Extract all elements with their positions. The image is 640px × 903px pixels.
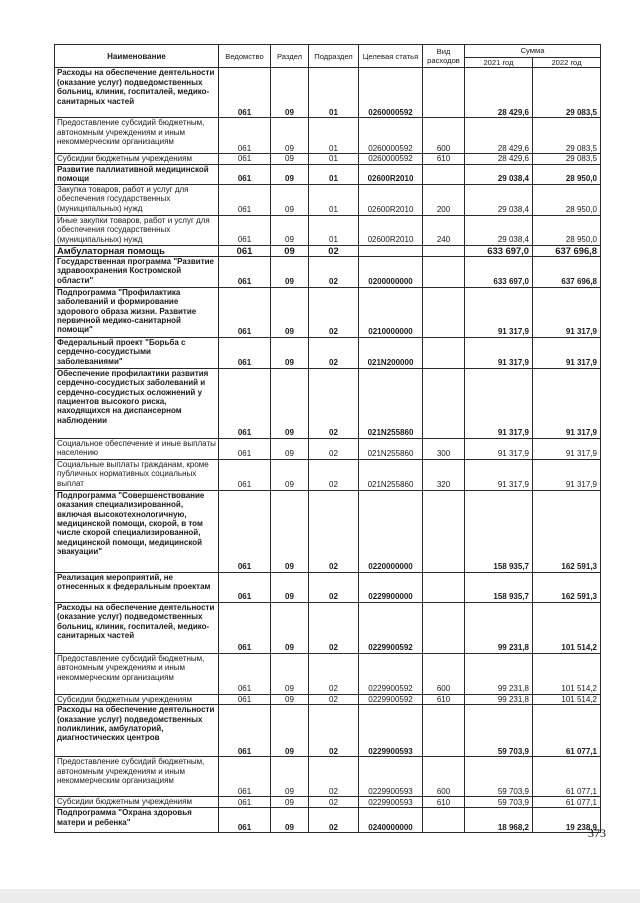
- vedomstvo-cell: 061: [219, 653, 271, 694]
- expense-type-cell: [423, 287, 465, 337]
- vedomstvo-cell: 061: [219, 602, 271, 653]
- sum-2021-cell: 99 231,8: [465, 694, 533, 704]
- row-name: Субсидии бюджетным учреждениям: [55, 694, 219, 704]
- sum-2021-cell: 29 038,4: [465, 164, 533, 184]
- razdel-cell: 09: [271, 164, 309, 184]
- sum-2022-cell: 162 591,3: [533, 572, 601, 602]
- podrazdel-cell: 02: [309, 245, 359, 256]
- target-article-cell: 02600R2010: [359, 215, 423, 245]
- row-name: Субсидии бюджетным учреждениям: [55, 797, 219, 808]
- expense-type-cell: [423, 245, 465, 256]
- vedomstvo-cell: 061: [219, 164, 271, 184]
- header-year-2021: 2021 год: [465, 58, 533, 68]
- vedomstvo-cell: 061: [219, 368, 271, 438]
- razdel-cell: 09: [271, 694, 309, 704]
- row-name: Предоставление субсидий бюджетным, автономным учреждениям и иным некоммерческим организациям: [55, 653, 219, 694]
- sum-2021-cell: 633 697,0: [465, 256, 533, 287]
- vedomstvo-cell: 061: [219, 154, 271, 164]
- row-name: Предоставление субсидий бюджетным, автономным учреждениям и иным некоммерческим организациям: [55, 757, 219, 797]
- row-name: Социальное обеспечение и иные выплаты населению: [55, 438, 219, 459]
- sum-2021-cell: 91 317,9: [465, 438, 533, 459]
- sum-2022-cell: 61 077,1: [533, 757, 601, 797]
- row-name: Иные закупки товаров, работ и услуг для обеспечения государственных (муниципальных) нужд: [55, 215, 219, 245]
- target-article-cell: 0229900592: [359, 602, 423, 653]
- vedomstvo-cell: 061: [219, 287, 271, 337]
- row-name: Развитие паллиативной медицинской помощи: [55, 164, 219, 184]
- expense-type-cell: [423, 705, 465, 757]
- sum-2022-cell: 101 514,2: [533, 694, 601, 704]
- row-name: Социальные выплаты гражданам, кроме публичных нормативных социальных выплат: [55, 459, 219, 490]
- table-row: [55, 438, 601, 459]
- expense-type-cell: 600: [423, 118, 465, 154]
- razdel-cell: 09: [271, 572, 309, 602]
- podrazdel-cell: 02: [309, 256, 359, 287]
- target-article-cell: 0220000000: [359, 490, 423, 572]
- table-row: [55, 68, 601, 118]
- sum-2022-cell: 29 083,5: [533, 154, 601, 164]
- table-row: [55, 653, 601, 694]
- podrazdel-cell: 02: [309, 287, 359, 337]
- table-row: [55, 490, 601, 572]
- row-name: Расходы на обеспечение деятельности (оказание услуг) подведомственных больниц, клиник, госпиталей, медико-санитарных частей: [55, 602, 219, 653]
- row-name: Предоставление субсидий бюджетным, автономным учреждениям и иным некоммерческим организациям: [55, 118, 219, 154]
- target-article-cell: 0260000592: [359, 118, 423, 154]
- razdel-cell: 09: [271, 368, 309, 438]
- podrazdel-cell: 02: [309, 459, 359, 490]
- podrazdel-cell: 02: [309, 602, 359, 653]
- sum-2021-cell: 99 231,8: [465, 602, 533, 653]
- sum-2022-cell: 29 083,5: [533, 68, 601, 118]
- row-name: Государственная программа "Развитие здравоохранения Костромской области": [55, 256, 219, 287]
- row-name: Субсидии бюджетным учреждениям: [55, 154, 219, 164]
- table-row: [55, 602, 601, 653]
- podrazdel-cell: 01: [309, 184, 359, 215]
- sum-2022-cell: 637 696,8: [533, 256, 601, 287]
- budget-table: [54, 44, 601, 833]
- podrazdel-cell: 01: [309, 154, 359, 164]
- vedomstvo-cell: 061: [219, 808, 271, 833]
- vedomstvo-cell: 061: [219, 757, 271, 797]
- sum-2021-cell: 29 038,4: [465, 215, 533, 245]
- scan-edge: [0, 889, 640, 903]
- table-row: [55, 256, 601, 287]
- row-name: Закупка товаров, работ и услуг для обеспечения государственных (муниципальных) нужд: [55, 184, 219, 215]
- razdel-cell: 09: [271, 337, 309, 368]
- expense-type-cell: 610: [423, 797, 465, 808]
- sum-2022-cell: 91 317,9: [533, 438, 601, 459]
- table-row: [55, 705, 601, 757]
- row-name: Федеральный проект "Борьба с сердечно-сосудистыми заболеваниями": [55, 337, 219, 368]
- razdel-cell: 09: [271, 705, 309, 757]
- target-article-cell: 021N200000: [359, 337, 423, 368]
- vedomstvo-cell: 061: [219, 490, 271, 572]
- razdel-cell: 09: [271, 154, 309, 164]
- sum-2022-cell: 91 317,9: [533, 459, 601, 490]
- razdel-cell: 09: [271, 757, 309, 797]
- razdel-cell: 09: [271, 184, 309, 215]
- sum-2021-cell: 91 317,9: [465, 287, 533, 337]
- table-row: [55, 154, 601, 164]
- row-name: Реализация мероприятий, не отнесенных к федеральным проектам: [55, 572, 219, 602]
- header-razdel: Раздел: [271, 45, 309, 68]
- expense-type-cell: 320: [423, 459, 465, 490]
- header-sum: Сумма: [465, 45, 601, 58]
- sum-2022-cell: 101 514,2: [533, 653, 601, 694]
- podrazdel-cell: 02: [309, 705, 359, 757]
- sum-2022-cell: 28 950,0: [533, 184, 601, 215]
- row-name: Обеспечение профилактики развития сердечно-сосудистых заболеваний и сердечно-сосудистых осложнений у пациентов высокого риска, находящихся на диспансерном наблюдении: [55, 368, 219, 438]
- expense-type-cell: [423, 602, 465, 653]
- sum-2022-cell: 91 317,9: [533, 337, 601, 368]
- expense-type-cell: [423, 808, 465, 833]
- expense-type-cell: [423, 572, 465, 602]
- podrazdel-cell: 01: [309, 215, 359, 245]
- podrazdel-cell: 02: [309, 694, 359, 704]
- expense-type-cell: 610: [423, 154, 465, 164]
- podrazdel-cell: 02: [309, 337, 359, 368]
- target-article-cell: 0210000000: [359, 287, 423, 337]
- table-row: [55, 215, 601, 245]
- sum-2021-cell: 633 697,0: [465, 245, 533, 256]
- target-article-cell: 021N255860: [359, 459, 423, 490]
- sum-2021-cell: 158 935,7: [465, 572, 533, 602]
- target-article-cell: 02600R2010: [359, 164, 423, 184]
- row-name: Расходы на обеспечение деятельности (оказание услуг) подведомственных поликлиник, амбулаторий, диагностических центров: [55, 705, 219, 757]
- sum-2022-cell: 162 591,3: [533, 490, 601, 572]
- table-row: [55, 118, 601, 154]
- target-article-cell: 0229900593: [359, 705, 423, 757]
- target-article-cell: 0229900592: [359, 653, 423, 694]
- razdel-cell: 09: [271, 245, 309, 256]
- target-article-cell: 0260000592: [359, 154, 423, 164]
- razdel-cell: 09: [271, 438, 309, 459]
- podrazdel-cell: 02: [309, 490, 359, 572]
- vedomstvo-cell: 061: [219, 118, 271, 154]
- table-row: [55, 337, 601, 368]
- page-number: 373: [588, 826, 606, 840]
- sum-2022-cell: 28 950,0: [533, 164, 601, 184]
- podrazdel-cell: 02: [309, 808, 359, 833]
- sum-2021-cell: 18 968,2: [465, 808, 533, 833]
- razdel-cell: 09: [271, 797, 309, 808]
- razdel-cell: 09: [271, 808, 309, 833]
- razdel-cell: 09: [271, 602, 309, 653]
- target-article-cell: 0240000000: [359, 808, 423, 833]
- vedomstvo-cell: 061: [219, 694, 271, 704]
- vedomstvo-cell: 061: [219, 337, 271, 368]
- sum-2021-cell: 28 429,6: [465, 118, 533, 154]
- target-article-cell: 02600R2010: [359, 184, 423, 215]
- sum-2021-cell: 59 703,9: [465, 797, 533, 808]
- row-name: Амбулаторная помощь: [55, 245, 219, 256]
- table-row: [55, 797, 601, 808]
- row-name: Подпрограмма "Профилактика заболеваний и формирование здорового образа жизни. Развитие первичной медико-санитарной помощи": [55, 287, 219, 337]
- vedomstvo-cell: 061: [219, 572, 271, 602]
- target-article-cell: 0229900000: [359, 572, 423, 602]
- podrazdel-cell: 02: [309, 572, 359, 602]
- sum-2021-cell: 59 703,9: [465, 705, 533, 757]
- vedomstvo-cell: 061: [219, 245, 271, 256]
- expense-type-cell: 600: [423, 757, 465, 797]
- expense-type-cell: 200: [423, 184, 465, 215]
- vedomstvo-cell: 061: [219, 705, 271, 757]
- sum-2021-cell: 158 935,7: [465, 490, 533, 572]
- podrazdel-cell: 02: [309, 368, 359, 438]
- razdel-cell: 09: [271, 490, 309, 572]
- header-name: Наименование: [55, 45, 219, 68]
- vedomstvo-cell: 061: [219, 256, 271, 287]
- razdel-cell: 09: [271, 118, 309, 154]
- podrazdel-cell: 01: [309, 164, 359, 184]
- expense-type-cell: [423, 490, 465, 572]
- expense-type-cell: [423, 337, 465, 368]
- sum-2021-cell: 29 038,4: [465, 184, 533, 215]
- target-article-cell: 0229900592: [359, 694, 423, 704]
- expense-type-cell: 600: [423, 653, 465, 694]
- row-name: Подпрограмма "Охрана здоровья матери и ребенка": [55, 808, 219, 833]
- row-name: Расходы на обеспечение деятельности (оказание услуг) подведомственных больниц, клиник, госпиталей, медико-санитарных частей: [55, 68, 219, 118]
- row-name: Подпрограмма "Совершенствование оказания специализированной, включая высокотехнологичную, медицинской помощи, скорой, в том числе скорой специализированной, медицинской помощи, медицинской эвакуации": [55, 490, 219, 572]
- vedomstvo-cell: 061: [219, 797, 271, 808]
- vedomstvo-cell: 061: [219, 184, 271, 215]
- sum-2022-cell: 61 077,1: [533, 705, 601, 757]
- podrazdel-cell: 02: [309, 797, 359, 808]
- razdel-cell: 09: [271, 68, 309, 118]
- podrazdel-cell: 01: [309, 68, 359, 118]
- target-article-cell: 0260000592: [359, 68, 423, 118]
- expense-type-cell: [423, 164, 465, 184]
- sum-2021-cell: 91 317,9: [465, 368, 533, 438]
- header-expense-type: Вид расходов: [423, 45, 465, 68]
- razdel-cell: 09: [271, 256, 309, 287]
- vedomstvo-cell: 061: [219, 68, 271, 118]
- razdel-cell: 09: [271, 653, 309, 694]
- sum-2022-cell: 637 696,8: [533, 245, 601, 256]
- razdel-cell: 09: [271, 215, 309, 245]
- table-row: [55, 164, 601, 184]
- podrazdel-cell: 01: [309, 118, 359, 154]
- sum-2022-cell: 91 317,9: [533, 368, 601, 438]
- expense-type-cell: 300: [423, 438, 465, 459]
- sum-2021-cell: 28 429,6: [465, 154, 533, 164]
- expense-type-cell: [423, 256, 465, 287]
- sum-2022-cell: 91 317,9: [533, 287, 601, 337]
- table-row: [55, 368, 601, 438]
- sum-2021-cell: 28 429,6: [465, 68, 533, 118]
- table-row: [55, 287, 601, 337]
- header-year-2022: 2022 год: [533, 58, 601, 68]
- table-row: [55, 184, 601, 215]
- expense-type-cell: [423, 68, 465, 118]
- table-row: [55, 694, 601, 704]
- target-article-cell: 0200000000: [359, 256, 423, 287]
- sum-2022-cell: 61 077,1: [533, 797, 601, 808]
- header-target-article: Целевая статья: [359, 45, 423, 68]
- table-row: [55, 572, 601, 602]
- podrazdel-cell: 02: [309, 438, 359, 459]
- sum-2022-cell: 19 238,9: [533, 808, 601, 833]
- razdel-cell: 09: [271, 459, 309, 490]
- target-article-cell: 021N255860: [359, 438, 423, 459]
- target-article-cell: 021N255860: [359, 368, 423, 438]
- vedomstvo-cell: 061: [219, 438, 271, 459]
- sum-2022-cell: 29 083,5: [533, 118, 601, 154]
- expense-type-cell: 610: [423, 694, 465, 704]
- header-podrazdel: Подраздел: [309, 45, 359, 68]
- target-article-cell: [359, 245, 423, 256]
- table-row: [55, 245, 601, 256]
- table-row: [55, 459, 601, 490]
- table-row: [55, 757, 601, 797]
- vedomstvo-cell: 061: [219, 459, 271, 490]
- table-row: [55, 808, 601, 833]
- header-vedomstvo: Ведомство: [219, 45, 271, 68]
- expense-type-cell: 240: [423, 215, 465, 245]
- sum-2021-cell: 91 317,9: [465, 337, 533, 368]
- target-article-cell: 0229900593: [359, 797, 423, 808]
- podrazdel-cell: 02: [309, 757, 359, 797]
- sum-2021-cell: 91 317,9: [465, 459, 533, 490]
- razdel-cell: 09: [271, 287, 309, 337]
- target-article-cell: 0229900593: [359, 757, 423, 797]
- expense-type-cell: [423, 368, 465, 438]
- vedomstvo-cell: 061: [219, 215, 271, 245]
- sum-2021-cell: 99 231,8: [465, 653, 533, 694]
- table-body: [55, 68, 601, 833]
- sum-2022-cell: 28 950,0: [533, 215, 601, 245]
- sum-2022-cell: 101 514,2: [533, 602, 601, 653]
- sum-2021-cell: 59 703,9: [465, 757, 533, 797]
- podrazdel-cell: 02: [309, 653, 359, 694]
